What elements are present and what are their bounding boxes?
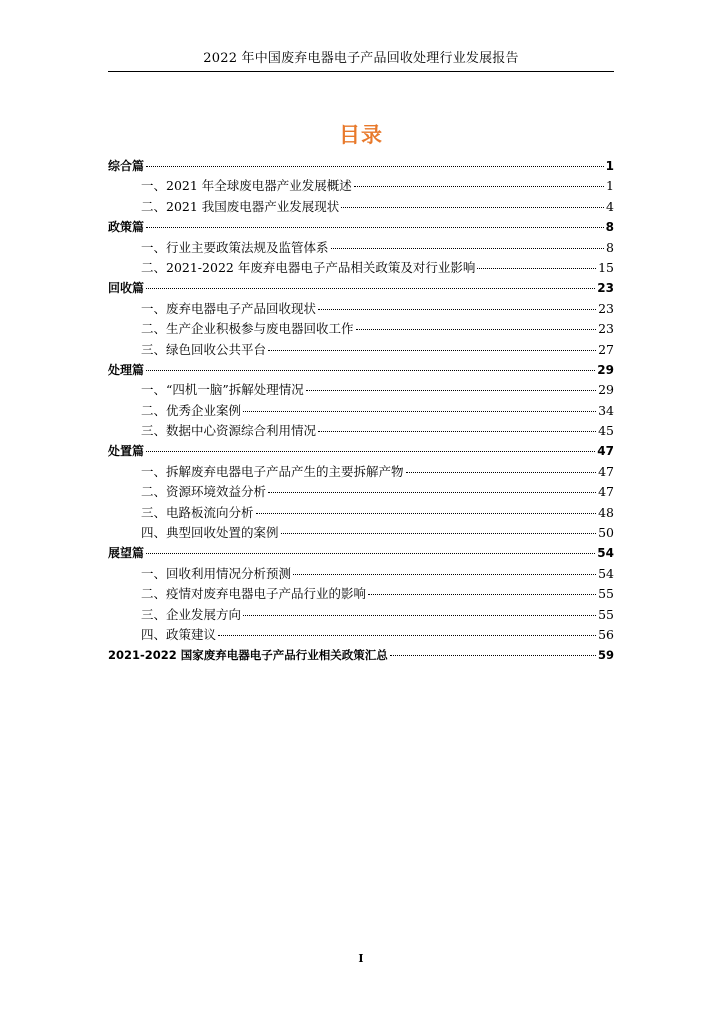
toc-entry-title: 综合篇 <box>108 159 145 173</box>
toc-entry-page: 8 <box>605 220 614 235</box>
toc-dot-leader <box>146 227 604 228</box>
toc-section-entry[interactable] <box>108 217 614 237</box>
toc-dot-leader <box>146 451 595 452</box>
toc-entry-page: 54 <box>598 565 614 581</box>
toc-entry-title: 一、“四机一脑”拆解处理情况 <box>141 382 304 398</box>
toc-entry-page: 34 <box>598 402 614 418</box>
toc-dot-leader <box>341 207 604 208</box>
toc-entry-title: 一、拆解废弃电器电子产品产生的主要拆解产物 <box>141 463 404 479</box>
toc-dot-leader <box>146 166 604 167</box>
toc-dot-leader <box>356 329 597 330</box>
toc-entry-page: 4 <box>606 198 614 214</box>
toc-entry-title: 二、资源环境效益分析 <box>141 484 267 500</box>
toc-entry-title: 展望篇 <box>108 546 145 561</box>
toc-dot-leader <box>354 186 604 187</box>
toc-entry-title: 二、疫情对废弃电器电子产品行业的影响 <box>141 586 367 602</box>
toc-entry-title: 四、政策建议 <box>141 626 217 642</box>
toc-entry-page: 23 <box>597 281 614 296</box>
toc-subsection-entry[interactable] <box>108 605 614 625</box>
toc-dot-leader <box>368 594 596 595</box>
toc-entry-page: 56 <box>598 626 614 642</box>
toc-entry-page: 27 <box>598 341 614 357</box>
toc-dot-leader <box>281 533 597 534</box>
toc-dot-leader <box>218 635 596 636</box>
toc-subsection-entry[interactable] <box>108 482 614 502</box>
toc-subsection-entry[interactable] <box>108 421 614 441</box>
toc-section-entry[interactable] <box>108 441 614 461</box>
toc-entry-title: 2021-2022 国家废弃电器电子产品行业相关政策汇总 <box>108 648 388 663</box>
toc-subsection-entry[interactable] <box>108 299 614 319</box>
toc-entry-title: 一、回收利用情况分析预测 <box>141 565 292 581</box>
toc-section-entry[interactable] <box>108 360 614 380</box>
toc-dot-leader <box>406 472 597 473</box>
toc-dot-leader <box>243 615 596 616</box>
toc-entry-title: 处置篇 <box>108 444 145 459</box>
toc-dot-leader <box>146 553 595 554</box>
toc-dot-leader <box>256 513 597 514</box>
toc-entry-title: 四、典型回收处置的案例 <box>141 525 279 541</box>
toc-entry-title: 回收篇 <box>108 281 145 296</box>
toc-entry-title: 三、电路板流向分析 <box>141 504 254 520</box>
toc-entry-page: 55 <box>598 606 614 622</box>
toc-dot-leader <box>318 309 596 310</box>
header-rule <box>108 71 614 72</box>
toc-entry-page: 47 <box>598 484 614 500</box>
toc-dot-leader <box>268 492 596 493</box>
toc-dot-leader <box>243 411 596 412</box>
toc-entry-page: 8 <box>606 239 614 255</box>
toc-entry-page: 55 <box>598 586 614 602</box>
toc-dot-leader <box>146 288 595 289</box>
toc-subsection-entry[interactable] <box>108 197 614 217</box>
toc-entry-title: 三、数据中心资源综合利用情况 <box>141 423 317 439</box>
toc-entry-title: 二、生产企业积极参与废电器回收工作 <box>141 321 354 337</box>
toc-entry-title: 二、2021 我国废电器产业发展现状 <box>141 198 340 214</box>
toc-subsection-entry[interactable] <box>108 340 614 360</box>
page-number: I <box>358 952 364 965</box>
toc-dot-leader <box>477 268 596 269</box>
toc-entry-title: 一、废弃电器电子产品回收现状 <box>141 300 317 316</box>
toc-entry-title: 三、企业发展方向 <box>141 606 242 622</box>
toc-subsection-entry[interactable] <box>108 380 614 400</box>
toc-entry-page: 54 <box>597 546 614 561</box>
toc-entry-page: 1 <box>606 178 614 194</box>
toc-entry-page: 47 <box>597 444 614 459</box>
toc-entry-page: 29 <box>598 382 614 398</box>
toc-dot-leader <box>306 390 596 391</box>
toc-entry-title: 一、2021 年全球废电器产业发展概述 <box>141 178 352 194</box>
toc-subsection-entry[interactable] <box>108 564 614 584</box>
toc-section-entry[interactable] <box>108 645 614 665</box>
toc-subsection-entry[interactable] <box>108 319 614 339</box>
toc-entry-page: 47 <box>598 463 614 479</box>
toc-entry-page: 29 <box>597 362 614 377</box>
toc-entry-title: 一、行业主要政策法规及监管体系 <box>141 239 329 255</box>
toc-dot-leader <box>331 248 605 249</box>
toc-entry-page: 59 <box>597 648 614 663</box>
toc-entry-page: 45 <box>598 423 614 439</box>
table-of-contents <box>108 156 614 666</box>
toc-entry-title: 二、2021-2022 年废弃电器电子产品相关政策及对行业影响 <box>141 259 476 275</box>
toc-subsection-entry[interactable] <box>108 503 614 523</box>
toc-entry-page: 15 <box>598 259 614 275</box>
toc-dot-leader <box>293 574 596 575</box>
running-header: 2022 年中国废弃电器电子产品回收处理行业发展报告 <box>203 51 519 66</box>
toc-entry-page: 50 <box>598 525 614 541</box>
toc-section-entry[interactable] <box>108 543 614 563</box>
toc-dot-leader <box>390 655 596 656</box>
toc-entry-page: 23 <box>598 321 614 337</box>
toc-subsection-entry[interactable] <box>108 625 614 645</box>
toc-title: 目录 <box>339 123 383 147</box>
toc-dot-leader <box>318 431 596 432</box>
toc-section-entry[interactable] <box>108 156 614 176</box>
toc-subsection-entry[interactable] <box>108 238 614 258</box>
toc-entry-title: 二、优秀企业案例 <box>141 402 242 418</box>
toc-subsection-entry[interactable] <box>108 523 614 543</box>
toc-subsection-entry[interactable] <box>108 584 614 604</box>
toc-subsection-entry[interactable] <box>108 401 614 421</box>
toc-subsection-entry[interactable] <box>108 462 614 482</box>
toc-entry-page: 23 <box>598 300 614 316</box>
toc-entry-title: 政策篇 <box>108 220 145 235</box>
toc-entry-page: 48 <box>598 504 614 520</box>
toc-entry-page: 1 <box>605 159 614 173</box>
toc-dot-leader <box>146 370 595 371</box>
toc-subsection-entry[interactable] <box>108 258 614 278</box>
toc-section-entry[interactable] <box>108 278 614 298</box>
toc-entry-title: 处理篇 <box>108 362 145 377</box>
toc-entry-title: 三、绿色回收公共平台 <box>141 341 267 357</box>
toc-subsection-entry[interactable] <box>108 176 614 196</box>
toc-dot-leader <box>268 350 596 351</box>
